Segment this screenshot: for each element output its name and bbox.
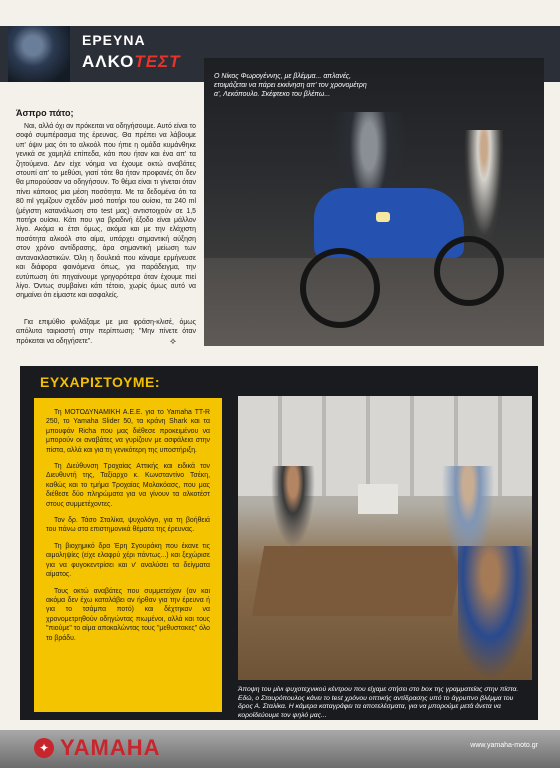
- photo-person: [268, 466, 318, 556]
- motorcycle-photo: [204, 58, 544, 346]
- photo-front-wheel: [300, 248, 380, 328]
- thanks-item: Τη βιοχημικό δρα Έρη Σγουράκη που έκανε τις αιμοληψίες (είχε ελαφρύ χέρι πάντως...) και ξεχώρισε για να φυγοκεντρίσει και ν' αναλύσει τα δείγματα αίματος.: [46, 542, 210, 579]
- photo-headlight: [376, 212, 390, 222]
- yamaha-logo-icon: ✦: [34, 738, 54, 758]
- thanks-list: [34, 398, 222, 712]
- photo-caption: Άποψη του μίνι ψυχοτεχνικού κέντρου που είχαμε στήσει στο box της γραμματείας στην πίστα. Εδώ, ο Σταυρόπουλος κάνει το test χρόνου οπτικής αντίδρασης υπό το άγρυπνο βλέμμα του δρος Α. Σταλίκα. Η κάμερα καταγράφει τα αποτελέσματα, για να μπορούμε μετά άνετα να κοροϊδεύουμε τον ψηλό μας...: [238, 686, 519, 719]
- footer-url: www.yamaha-moto.gr: [470, 742, 538, 749]
- end-mark-icon: ⟡: [170, 336, 176, 346]
- section-label: ΕΡΕΥΝΑ: [82, 32, 146, 48]
- photo-rear-wheel: [434, 236, 504, 306]
- thanks-item: Τη Διεύθυνση Τροχαίας Αττικής και ειδικά τον Διευθυντή της, Ταξίαρχο κ. Κωνσταντίνο Τσέκη, καθώς και το τμήμα Τροχαίας Μολακόασς, που μας διέθεσε δύο πληρώματα για να γίνουν τα αλκοτέστ στους συμμετέχοντες.: [46, 463, 210, 508]
- brand-logo: YAMAHA: [60, 735, 161, 760]
- title-main: ΑΛΚΟ: [82, 52, 135, 71]
- test-room-photo: [238, 396, 532, 680]
- thanks-item: Τους οκτώ αναβάτες που συμμετείχαν (αν και ακόμα δεν έχω καταλάβει αν ήρθαν για την έρευνα ή για το τσάμπα ποτό) και δέχτηκαν να χρονομετρηθούν οδηγώντας πιωμένοι, αλλά και τους "πιούμε" το αίμα αποκαλώντας τους "μεθυστακες" όλο το βράδυ.: [46, 587, 210, 642]
- thanks-item: Τη ΜΟΤΟΔΥΝΑΜΙΚΗ Α.Ε.Ε. για το Yamaha TT-R 250, το Yamaha Slider 50, τα κράνη Shark και τα μπουφάν Richa που μας διέθεσε προκειμένου να μπορούν οι αναβάτες να γυρίζουν με ασφάλεια στην πίστα, αλλά και για τη γενικότερη της υποστήριξη.: [46, 409, 210, 454]
- page-footer: [0, 730, 560, 768]
- header-photo: [8, 26, 70, 82]
- photo-desk: [252, 546, 464, 616]
- page-title: [82, 52, 181, 72]
- article-paragraph: Για επιμύθιο φυλάξαμε με μια φράση-κλισέ, όμως απόλυτα ταιριαστή στην περίπτωση: "Μην πίνετε όταν πρόκειται να οδηγήσετε".: [16, 319, 196, 345]
- title-accent: ΤΕΣΤ: [134, 52, 181, 71]
- thanks-title: ΕΥΧΑΡΙΣΤΟΥΜΕ:: [40, 374, 161, 390]
- photo-bystander: [464, 130, 504, 250]
- thanks-item: Τον δρ. Τάσο Σταλίκα, ψυχολόγο, για τη βοήθειά του πάνω στα επιστημονικά θέματα της έρευνας.: [46, 517, 210, 534]
- article-lede: Άσπρο πάτο;: [16, 108, 74, 118]
- photo-person: [458, 546, 532, 680]
- article-paragraph: Ναι, αλλά όχι αν πρόκειται να οδηγήσουμε. Αυτό είναι το σοφό συμπέρασμα της έρευνας. Θα πρέπει να λάβουμε υπ' όψιν μας ότι το αλκοόλ που ήπιε η ομάδα κυμάνθηκε γενικά σε χαμηλά επίπεδα, κάτι που ήταν και ένα απ' τα ζητούμενα. Δεν είχε νόημα να έχουμε οκτώ αναβάτες στουπί απ' το μεθύσι, γιατί τότε θα ήταν προφανές ότι δεν θα μπορούσαν να οδηγήσουν. Το θέμα είναι τι γίνεται όταν πίνει κάποιος μια μέση ποσότητα. Με τα δεδομένα ότι τα 80 ml γεμίζουν σχεδόν μισό ποτήρι του ουίσκι, τα 240 ml (μέγιστη κατανάλωση στο test μας) αντιστοιχούν σε 1,5 ποτήρι ουίσκι. Κάτι που για βραδινή έξοδο είναι μάλλον λίγο. Ακόμα κι έτσι όμως, ακόμα και με την ελάχιστη ποσότητα αλκοόλ στο αίμα, υπάρχει σημαντική αύξηση στον χρόνο αντίδρασης, άρα σημαντική μείωση των αντανακλαστικών. Όλη η δουλειά που κάναμε ερμήνευσε και διάφορα φαινόμενα όπως, για παράδειγμα, την ευτύπωση ότι πηγαίνουμε γρηγορότερα όταν έχουμε πιεί λίγο. Όντως συμβαίνει κάτι τέτοιο, χωρίς όμως αυτό να σημαίνει ότι είμαστε και ασφαλείς.: [16, 123, 196, 300]
- thanks-box: [20, 366, 538, 720]
- photo-device: [358, 484, 398, 514]
- photo-caption: Ο Νίκος Φωρογέννης, με βλέμμα... απλανές, ετοιμάζεται να πάρει εκκίνηση απ' τον χρονομέτρη α', Λεκόπουλο. Σκέφτεκο του βλέπω...: [214, 73, 367, 98]
